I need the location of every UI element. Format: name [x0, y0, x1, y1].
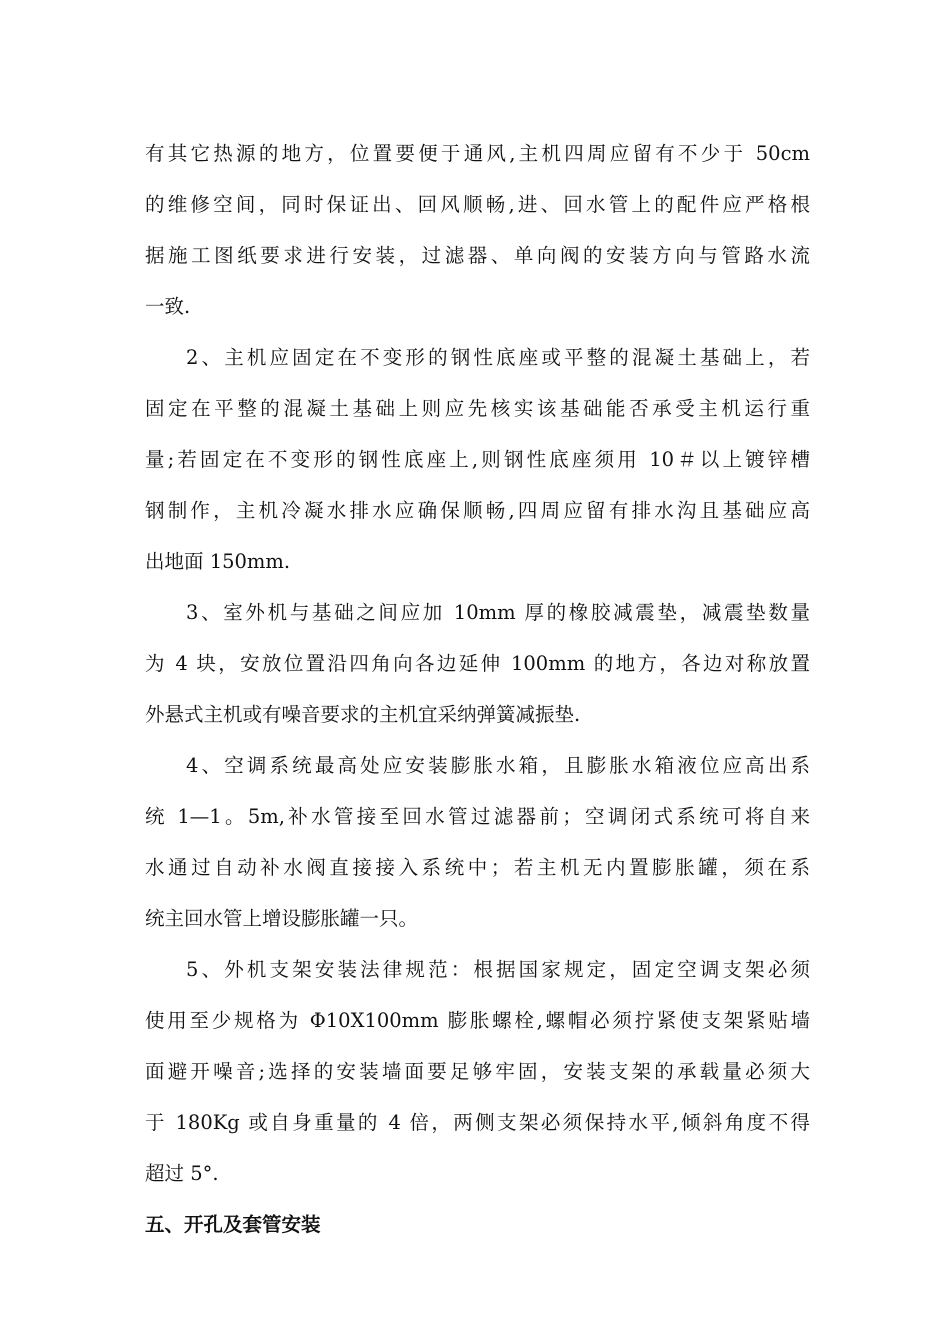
text-line: 超过 5°.: [145, 1162, 219, 1185]
text-line: 的维修空间，同时保证出、回风顺畅,进、回水管上的配件应严格根: [145, 193, 810, 216]
text-line: 出地面 150mm.: [145, 550, 291, 573]
paragraph-item-4: [145, 740, 810, 944]
text-line: 固定在平整的混凝土基础上则应先核实该基础能否承受主机运行重: [145, 397, 810, 420]
text-line: 使用至少规格为 Φ10X100mm 膨胀螺栓,螺帽必须拧紧使支架紧贴墙: [145, 1009, 810, 1032]
text-line: 有其它热源的地方，位置要便于通风,主机四周应留有不少于 50cm: [145, 142, 810, 165]
text-line: 水通过自动补水阀直接接入系统中；若主机无内置膨胀罐，须在系: [145, 856, 810, 879]
text-line: 据施工图纸要求进行安装，过滤器、单向阀的安装方向与管路水流: [145, 244, 810, 267]
text-line: 5、外机支架安装法律规范：根据国家规定，固定空调支架必须: [186, 958, 810, 981]
text-line: 面避开噪音;选择的安装墙面要足够牢固，安装支架的承载量必须大: [145, 1060, 810, 1083]
text-line: 2、主机应固定在不变形的钢性底座或平整的混凝土基础上，若: [186, 346, 810, 369]
text-line: 为 4 块，安放位置沿四角向各边延伸 100mm 的地方，各边对称放置: [145, 652, 810, 675]
text-line: 于 180Kg 或自身重量的 4 倍，两侧支架必须保持水平,倾斜角度不得: [145, 1111, 810, 1134]
text-line: 3、室外机与基础之间应加 10mm 厚的橡胶减震垫，减震垫数量: [186, 601, 810, 624]
text-line: 外悬式主机或有噪音要求的主机宜采纳弹簧减振垫.: [145, 703, 581, 726]
document-page: [145, 128, 810, 1250]
text-line: 一致.: [145, 295, 191, 318]
paragraph-item-5: [145, 944, 810, 1199]
text-line: 钢制作，主机冷凝水排水应确保顺畅,四周应留有排水沟且基础应高: [145, 499, 810, 522]
text-line: 统 1—1。5m,补水管接至回水管过滤器前；空调闭式系统可将自来: [145, 805, 810, 828]
paragraph-item-3: [145, 587, 810, 740]
paragraph-continuation: [145, 128, 810, 332]
text-line: 量;若固定在不变形的钢性底座上,则钢性底座须用 10＃以上镀锌槽: [145, 448, 810, 471]
text-line: 统主回水管上增设膨胀罐一只。: [145, 907, 419, 930]
text-line: 4、空调系统最高处应安装膨胀水箱，且膨胀水箱液位应高出系: [186, 754, 810, 777]
paragraph-item-2: [145, 332, 810, 587]
section-heading: 五、开孔及套管安装: [145, 1213, 321, 1236]
